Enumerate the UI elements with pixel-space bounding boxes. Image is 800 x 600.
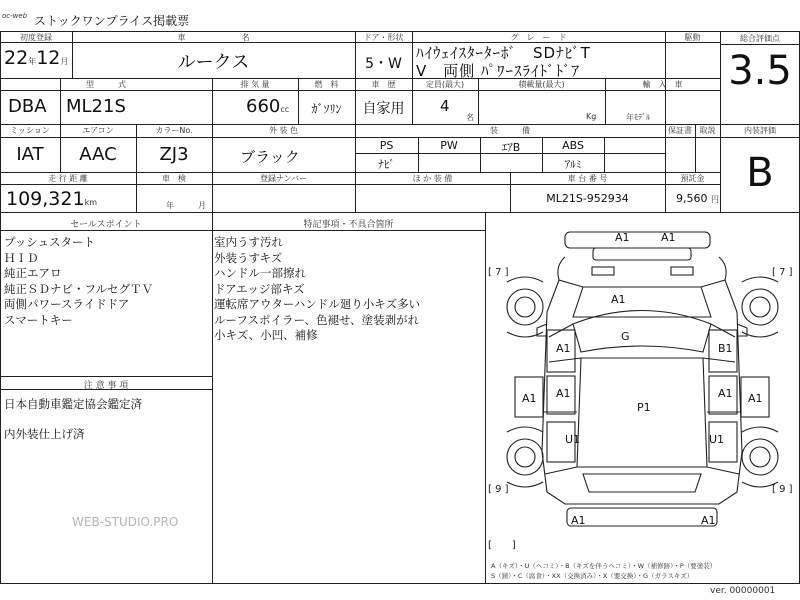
recycle-value bbox=[676, 192, 719, 205]
equip-item: ﾅﾋﾞ bbox=[378, 158, 395, 171]
mileage-unit: km bbox=[84, 198, 98, 207]
label-aircon: エアコン bbox=[82, 126, 114, 135]
list-item: ハンドル一部擦れ bbox=[214, 266, 306, 280]
mark-rear-bumper-right: A1 bbox=[701, 514, 716, 527]
label-car-name: 車 名 bbox=[177, 33, 250, 42]
notes-list bbox=[214, 235, 420, 344]
car-type-value: 自家用 bbox=[362, 101, 405, 117]
label-fuel: 燃 料 bbox=[314, 80, 339, 89]
list-item: 外装うすキズ bbox=[214, 250, 283, 265]
label-other-equip: ほ か 装 備 bbox=[412, 174, 453, 183]
label-displacement: 排 気 量 bbox=[240, 80, 270, 89]
hood-shape bbox=[573, 287, 711, 317]
displacement-unit: cc bbox=[280, 105, 290, 114]
month-unit: 月 bbox=[60, 57, 69, 66]
diagram-legend-line2: S（錆）・C（腐食）・XX（交換済み）・X（要交換）・G（ガラスキズ） bbox=[491, 572, 694, 580]
grade-line2: V 両側 ﾊﾟﾜｰｽﾗｲﾄﾞﾄﾞｱ bbox=[416, 62, 581, 80]
equip-item: ｱﾙﾐ bbox=[564, 158, 582, 171]
header-logo: oc-web bbox=[2, 12, 28, 20]
label-overall-score: 総合評価点 bbox=[740, 34, 780, 43]
list-item: 純正ＳＤナビ・フルセグＴＶ bbox=[4, 281, 154, 296]
caution-list bbox=[4, 397, 142, 442]
mark-left-front-fender: A1 bbox=[556, 342, 571, 355]
import-model-year: 年ﾓﾃﾞﾙ bbox=[626, 113, 650, 122]
label-manual: 取説 bbox=[699, 126, 716, 135]
car-diagram bbox=[485, 212, 800, 583]
recycle-unit: 円 bbox=[711, 195, 719, 204]
list-item: プッシュスタート bbox=[4, 235, 95, 249]
label-mileage: 走 行 距 離 bbox=[48, 174, 88, 183]
load-unit: Kg bbox=[586, 112, 597, 121]
wheel-rr-shape bbox=[742, 439, 778, 475]
rear-glass-shape bbox=[583, 474, 701, 492]
fuel-value: ｶﾞｿﾘﾝ bbox=[311, 102, 342, 116]
label-model: 型 式 bbox=[86, 80, 126, 89]
recycle-number: 9,560 bbox=[676, 192, 708, 205]
mark-rear-bumper-left: A1 bbox=[571, 514, 586, 527]
diagram-legend-line1: A（キズ）・U（ヘコミ）・B（キズを伴うヘコミ）・W（補修跡）・P（要塗装） bbox=[491, 562, 717, 570]
first-reg-value bbox=[4, 47, 68, 69]
page-title: ストックワンプライス掲載票 bbox=[34, 14, 190, 28]
headlight-right-shape bbox=[671, 267, 693, 275]
headlight-left-shape bbox=[592, 267, 614, 275]
front-grille-shape bbox=[593, 248, 691, 260]
front-bumper-shape bbox=[565, 232, 710, 248]
label-equipment: 装 備 bbox=[490, 126, 530, 135]
list-item: 純正エアロ bbox=[4, 266, 62, 280]
wheel-rl-shape bbox=[507, 439, 543, 475]
bracket-top-left: [ 7 ] bbox=[488, 267, 509, 278]
interior-score-value: B bbox=[746, 150, 774, 196]
equip-item: ｴｱB bbox=[501, 141, 521, 154]
model-prefix: DBA bbox=[8, 96, 47, 117]
label-drive: 駆動 bbox=[684, 33, 701, 42]
inspection-month: 月 bbox=[198, 201, 206, 210]
list-item: ルーフスポイラー、色褪せ、塗装剥がれ bbox=[214, 312, 420, 327]
bracket-bottom-right: [ 9 ] bbox=[772, 484, 793, 495]
label-mission: ミッション bbox=[10, 126, 50, 135]
ext-color-value: ブラック bbox=[240, 148, 300, 166]
list-item: 室内うす汚れ bbox=[214, 235, 283, 249]
equip-item: ABS bbox=[562, 139, 584, 152]
label-reg-number: 登録ナンバー bbox=[259, 174, 308, 183]
label-notes: 特記事項・不具合箇所 bbox=[303, 220, 394, 230]
chassis-value: ML21S-952934 bbox=[546, 192, 629, 205]
mark-left-rear: U1 bbox=[565, 433, 581, 446]
front-body-shape bbox=[558, 257, 726, 287]
mark-right-front-fender: B1 bbox=[718, 342, 733, 355]
car-name-value: ルークス bbox=[177, 52, 250, 73]
list-item: ドアエッジ部キズ bbox=[214, 281, 305, 296]
mark-left-front-door: A1 bbox=[556, 387, 571, 400]
list-item: ＨＩＤ bbox=[4, 250, 39, 265]
label-capacity: 定員(最大) bbox=[425, 80, 465, 89]
bracket-top-right: [ 7 ] bbox=[772, 267, 793, 278]
displacement-value bbox=[246, 96, 289, 117]
overall-score-value: 3.5 bbox=[728, 48, 792, 94]
mark-front-top-right: A1 bbox=[661, 231, 676, 244]
first-reg-year: 22 bbox=[4, 47, 29, 69]
rear-bumper-shape bbox=[567, 508, 717, 526]
list-item: 運転席アウターハンドル廻り小キズ多い bbox=[214, 297, 421, 311]
label-sales-point: セールスポイント bbox=[70, 220, 142, 230]
capacity-value: 4 bbox=[440, 97, 450, 115]
mission-value: IAT bbox=[16, 144, 44, 165]
mark-right-rear-door: A1 bbox=[748, 392, 763, 405]
mark-right-rear: U1 bbox=[709, 433, 725, 446]
mileage-number: 109,321 bbox=[6, 188, 85, 210]
grade-line1: ﾊｲｳｪｲｽﾀｰﾀｰﾎﾞ SDﾅﾋﾞT bbox=[416, 44, 591, 62]
color-no-value: ZJ3 bbox=[159, 144, 189, 165]
list-item: 日本自動車鑑定協会鑑定済 bbox=[4, 397, 142, 411]
label-inspection: 車 検 bbox=[162, 174, 186, 183]
mark-left-rear-door: A1 bbox=[522, 392, 537, 405]
mark-hood: A1 bbox=[611, 293, 626, 306]
label-chassis: 車 台 番 号 bbox=[567, 174, 608, 183]
mark-front-top-left: A1 bbox=[615, 231, 630, 244]
label-grade: グ レ ー ド bbox=[510, 33, 567, 42]
label-recycle: 預託金 bbox=[680, 174, 705, 183]
mark-roof: P1 bbox=[637, 401, 651, 414]
list-item: 両側パワースライドドア bbox=[4, 297, 130, 311]
label-color-no: カラーNo. bbox=[155, 126, 193, 135]
label-door-shape: ドア・形状 bbox=[363, 33, 404, 42]
equip-item: PW bbox=[440, 139, 458, 152]
list-item: 小キズ、小凹、補修 bbox=[214, 328, 318, 342]
inspection-year: 年 bbox=[166, 201, 174, 210]
mark-right-front-door: A1 bbox=[718, 387, 733, 400]
mileage-value bbox=[6, 188, 97, 210]
year-unit: 年 bbox=[28, 57, 37, 66]
list-item: スマートキー bbox=[4, 312, 73, 327]
first-reg-month: 12 bbox=[36, 47, 61, 69]
aircon-value: AAC bbox=[79, 144, 117, 165]
wheel-fr-shape bbox=[742, 289, 778, 325]
watermark: WEB-STUDIO.PRO bbox=[72, 515, 179, 529]
bracket-misc: [ ] bbox=[488, 540, 516, 551]
label-interior-score: 内装評価 bbox=[744, 126, 776, 135]
label-load: 積載量(最大) bbox=[518, 80, 565, 89]
body-outline-shape bbox=[542, 280, 742, 504]
mark-windshield: G bbox=[621, 330, 630, 343]
wheel-fl-shape bbox=[507, 289, 543, 325]
bracket-bottom-left: [ 9 ] bbox=[488, 484, 509, 495]
door-shape-value: 5・W bbox=[365, 56, 402, 72]
list-item: 内外装仕上げ済 bbox=[4, 426, 85, 441]
capacity-unit: 名 bbox=[466, 113, 474, 122]
displacement-number: 660 bbox=[246, 96, 281, 117]
model-code: ML21S bbox=[66, 96, 126, 117]
label-first-reg: 初度登録 bbox=[20, 33, 52, 42]
version-text: ver. 00000001 bbox=[710, 586, 776, 596]
label-import: 輸 入 車 bbox=[642, 80, 683, 89]
label-car-type: 車 歴 bbox=[371, 80, 396, 89]
equip-item: PS bbox=[379, 139, 394, 152]
label-ext-color: 外 装 色 bbox=[268, 126, 299, 135]
sales-point-list bbox=[4, 235, 153, 328]
label-caution: 注 意 事 項 bbox=[83, 381, 129, 391]
label-warranty: 保証書 bbox=[668, 126, 692, 135]
